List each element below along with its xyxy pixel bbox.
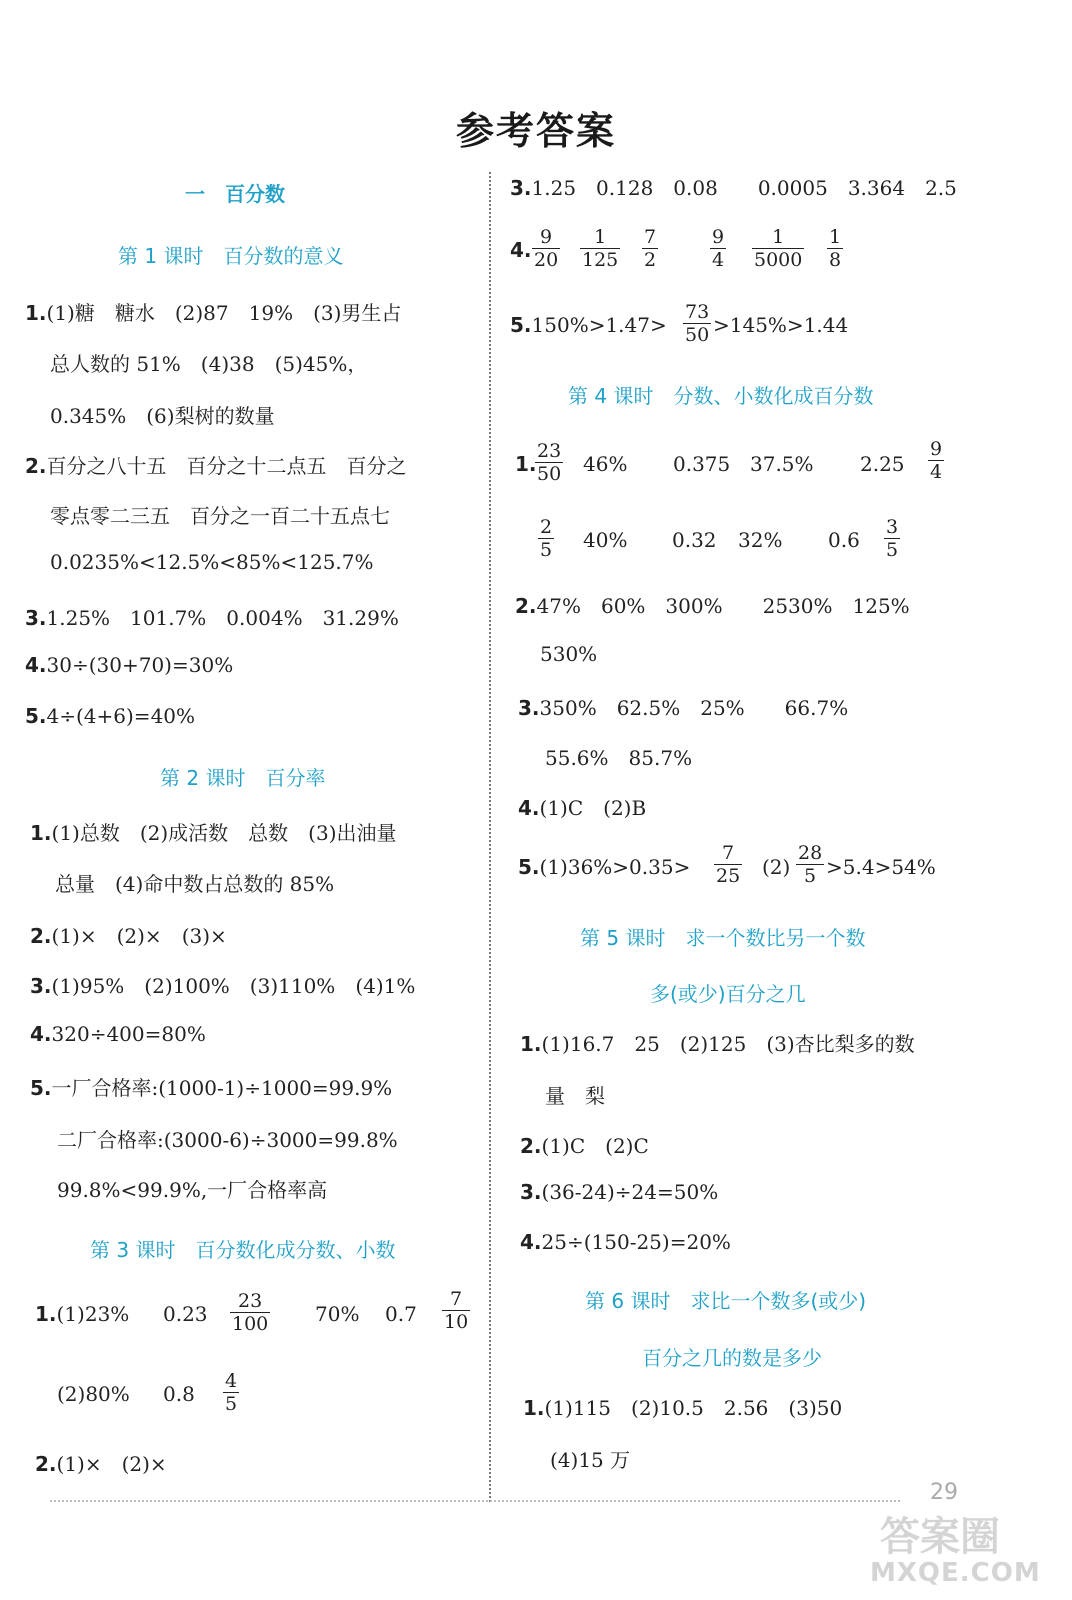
answer-line: 4.(1)C (2)B — [518, 796, 647, 820]
unit-heading: 一 百分数 — [185, 182, 285, 206]
answer-line: 5.4÷(4+6)=40% — [25, 704, 196, 728]
fraction: $\frac{7}{25}$ — [716, 842, 741, 887]
answer-line: 总人数的 51% (4)38 (5)45%， — [50, 352, 368, 376]
lesson-5-heading: 第 5 课时 求一个数比另一个数 — [580, 926, 866, 950]
answer-value: 32% — [738, 528, 783, 552]
answer-line: 1.(1)糖 糖水 (2)87 19% (3)男生占 — [25, 301, 402, 325]
watermark-logo: 答案圈 — [880, 1514, 1000, 1560]
lesson-6-heading: 第 6 课时 求比一个数多(或少) — [585, 1289, 867, 1313]
fraction: $\frac{23}{50}$ — [537, 440, 562, 485]
answer-line: 零点零二三五 百分之一百二十五点七 — [50, 504, 390, 528]
answer-value: 0.8 — [163, 1382, 195, 1406]
answer-value: 46% — [583, 452, 628, 476]
answer-line: 4.30÷(30+70)=30% — [25, 653, 234, 677]
fraction: $\frac{1}{5000}$ — [754, 226, 803, 271]
answer-line: (2)80% — [57, 1382, 130, 1406]
answer-line: 总量 (4)命中数占总数的 85% — [55, 872, 335, 896]
lesson-1-heading: 第 1 课时 百分数的意义 — [118, 244, 344, 268]
lesson-5-heading-cont: 多(或少)百分之几 — [650, 982, 806, 1006]
fraction: $\frac{1}{8}$ — [829, 226, 842, 271]
answer-value: 2.25 — [860, 452, 905, 476]
fraction: $\frac{7}{2}$ — [644, 226, 657, 271]
answer-line: 0.0235%<12.5%<85%<125.7% — [50, 550, 374, 574]
watermark-url: MXQE.COM — [870, 1558, 1041, 1588]
answer-line: 1.(1)115 (2)10.5 2.56 (3)50 — [523, 1396, 843, 1420]
answer-line: 5.(1)36%>0.35> — [518, 855, 691, 879]
answer-line: 3.350% 62.5% 25% 66.7% — [518, 696, 849, 720]
lesson-4-heading: 第 4 课时 分数、小数化成百分数 — [568, 384, 874, 408]
answer-value: 0.6 — [828, 528, 860, 552]
answer-line: 4.320÷400=80% — [30, 1022, 206, 1046]
answer-value: 37.5% — [750, 452, 814, 476]
answer-line: 2.(1)C (2)C — [520, 1134, 649, 1158]
fraction: $\frac{9}{4}$ — [930, 438, 943, 483]
fraction: $\frac{3}{5}$ — [886, 516, 899, 561]
page-title: 参考答案 — [455, 109, 616, 153]
fraction: $\frac{9}{4}$ — [712, 226, 725, 271]
answer-line: (4)15 万 — [550, 1448, 631, 1472]
fraction: $\frac{28}{5}$ — [798, 842, 823, 887]
answer-line: 1.(1)16.7 25 (2)125 (3)杏比梨多的数 — [520, 1032, 915, 1056]
answer-line: 3.(36-24)÷24=50% — [520, 1180, 719, 1204]
answer-line: 2.47% 60% 300% 2530% 125% — [515, 594, 910, 618]
answer-value: 0.375 — [673, 452, 731, 476]
fraction: $\frac{73}{50}$ — [685, 301, 710, 346]
answer-line: 2.(1)× (2)× — [35, 1452, 167, 1476]
fraction: $\frac{9}{20}$ — [534, 226, 559, 271]
answer-line: 1.(1)总数 (2)成活数 总数 (3)出油量 — [30, 821, 397, 845]
column-divider — [489, 172, 491, 1502]
answer-value: >5.4>54% — [826, 855, 936, 879]
page-number: 29 — [930, 1480, 958, 1505]
answer-value: 0.7 — [385, 1302, 417, 1326]
answer-line: 55.6% 85.7% — [545, 746, 693, 770]
lesson-6-heading-cont: 百分之几的数是多少 — [642, 1346, 822, 1370]
answer-value: 40% — [583, 528, 628, 552]
answer-line: 3.1.25 0.128 0.08 0.0005 3.364 2.5 — [510, 176, 957, 200]
answer-line: 1.(1)23% — [35, 1302, 130, 1326]
lesson-2-heading: 第 2 课时 百分率 — [160, 766, 326, 790]
answer-line: 2.(1)× (2)× (3)× — [30, 924, 227, 948]
answer-line: 二厂合格率:(3000-6)÷3000=99.8% — [57, 1128, 398, 1152]
answer-value: 0.32 — [672, 528, 717, 552]
answer-line: 3.(1)95% (2)100% (3)110% (4)1% — [30, 974, 416, 998]
fraction: $\frac{1}{125}$ — [582, 226, 619, 271]
answer-value: >145%>1.44 — [713, 313, 849, 337]
answer-line: 2.百分之八十五 百分之十二点五 百分之 — [25, 454, 407, 478]
footer-divider — [50, 1500, 900, 1502]
fraction: $\frac{4}{5}$ — [225, 1370, 238, 1415]
answer-value: 70% — [315, 1302, 360, 1326]
answer-line: 0.345% (6)梨树的数量 — [50, 404, 275, 428]
lesson-3-heading: 第 3 课时 百分数化成分数、小数 — [90, 1238, 396, 1262]
fraction: $\frac{2}{5}$ — [540, 516, 553, 561]
answer-line: 4. — [510, 238, 532, 262]
answer-line: 4.25÷(150-25)=20% — [520, 1230, 731, 1254]
answer-value: 0.23 — [163, 1302, 208, 1326]
answer-line: 530% — [540, 642, 598, 666]
answer-line: 5.一厂合格率:(1000-1)÷1000=99.9% — [30, 1076, 393, 1100]
fraction: $\frac{7}{10}$ — [444, 1288, 469, 1333]
answer-line: 99.8%<99.9%,一厂合格率高 — [57, 1178, 328, 1202]
answer-value: (2) — [762, 855, 791, 879]
fraction: $\frac{23}{100}$ — [232, 1290, 269, 1335]
answer-line: 1. — [515, 452, 537, 476]
answer-line: 3.1.25% 101.7% 0.004% 31.29% — [25, 606, 399, 630]
answer-line: 5.150%>1.47> — [510, 313, 667, 337]
answer-line: 量 梨 — [545, 1084, 605, 1108]
